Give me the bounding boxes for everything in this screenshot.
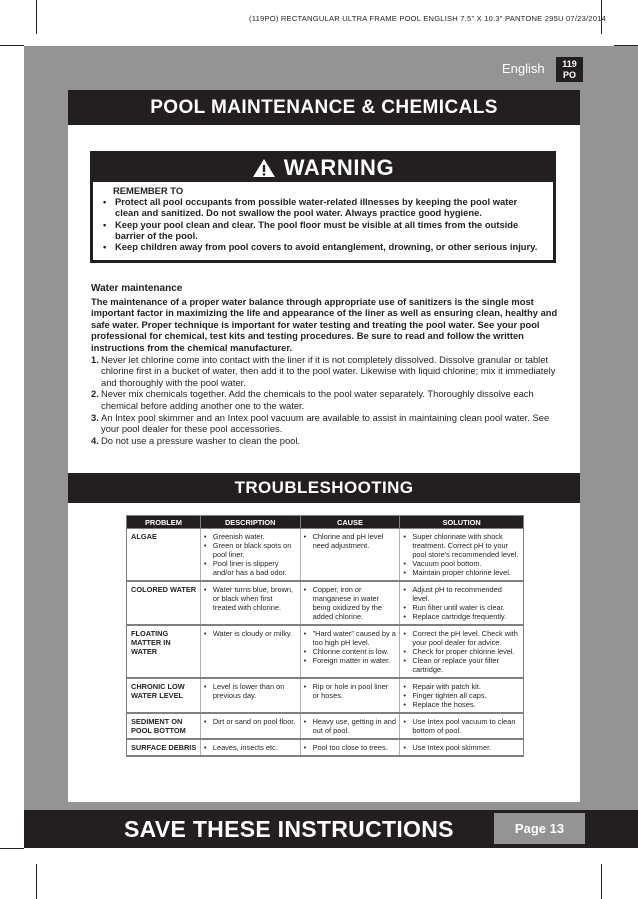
description-text: Leaves, insects etc. — [212, 743, 278, 752]
crop-mark — [0, 848, 24, 849]
solution-bullet: • Finger tighten all caps. — [403, 691, 487, 700]
solution-text: Replace cartridge frequently. — [412, 612, 507, 621]
cause-cell — [300, 529, 400, 582]
troubleshooting-table — [126, 515, 524, 757]
maintenance-item: 4. Do not use a pressure washer to clean the pool. — [91, 434, 301, 446]
cause-bullet: • Pool too close to trees. — [303, 743, 388, 752]
cause-bullet: • Rip or hole in pool liner or hoses. — [304, 682, 397, 700]
maintenance-item: 3. An Intex pool skimmer and an Intex pool vacuum are available to assist in maintaining clean pool water. See your pool dealer for these pool accessories. — [91, 412, 559, 435]
maintenance-item-text: Do not use a pressure washer to clean the pool. — [101, 434, 301, 446]
solution-text: Check for proper chlorine level. — [412, 647, 515, 656]
solution-text: Use Intex pool vacuum to clean bottom of pool. — [412, 717, 516, 735]
description-bullet: • Green or black spots on pool liner. — [204, 541, 297, 559]
table-row — [127, 739, 524, 756]
description-cell — [200, 678, 300, 713]
table-row — [127, 529, 524, 582]
solution-cell — [400, 529, 524, 582]
problem-cell: ALGAE — [127, 529, 201, 582]
warning-title: WARNING — [283, 155, 395, 180]
solution-text: Replace the hoses. — [412, 700, 476, 709]
cause-text: Copper, iron or manganese in water being oxidized by the added chlorine. — [312, 585, 383, 621]
crop-mark — [601, 864, 602, 899]
description-cell — [200, 713, 300, 739]
solution-bullet: • Use Intex pool vacuum to clean bottom of pool. — [403, 717, 520, 735]
cause-text: "Hard water" caused by a too high pH level. — [312, 629, 396, 647]
cause-cell — [300, 581, 400, 625]
cause-text: Heavy use, getting in and out of pool. — [312, 717, 396, 735]
water-maintenance-section — [91, 283, 559, 446]
table-header-row — [127, 516, 524, 529]
content-panel — [68, 90, 580, 802]
solution-text: Super chlorinate with shock treatment. Correct pH to your pool store's recommended level. — [412, 532, 519, 559]
description-cell — [200, 739, 300, 756]
description-bullet: • Pool liner is slippery and/or has a bad odor. — [204, 559, 297, 577]
crop-mark — [36, 864, 37, 899]
code-badge-line2: PO — [562, 70, 576, 80]
solution-text: Correct the pH level. Check with your pool dealer for advice. — [412, 629, 518, 647]
table-row — [127, 678, 524, 713]
description-bullet: • Level is lower than on previous day. — [204, 682, 297, 700]
cause-cell — [300, 625, 400, 678]
warning-bullet-text: Keep children away from pool covers to avoid entanglement, drowning, or other serious injury. — [115, 241, 538, 253]
cause-text: Pool too close to trees. — [312, 743, 388, 752]
cause-cell — [300, 678, 400, 713]
crop-mark — [0, 45, 24, 46]
warning-bullet: • Keep your pool clean and clear. The pool floor must be visible at all times from the outside barrier of the pool. — [103, 219, 543, 241]
solution-bullet: • Vacuum pool bottom. — [403, 559, 482, 568]
description-text: Water turns blue, brown, or black when first treated with chlorine. — [212, 585, 294, 612]
cause-bullet: • Heavy use, getting in and out of pool. — [303, 717, 396, 735]
description-cell — [200, 529, 300, 582]
column-header: DESCRIPTION — [200, 516, 300, 529]
table-row — [127, 625, 524, 678]
description-text: Greenish water. — [212, 532, 265, 541]
warning-header — [93, 154, 553, 182]
description-bullet: • Leaves, insects etc. — [203, 743, 278, 752]
section-title-maintenance: POOL MAINTENANCE & CHEMICALS — [68, 90, 580, 125]
description-text: Pool liner is slippery and/or has a bad odor. — [212, 559, 287, 577]
solution-cell — [400, 739, 524, 756]
solution-bullet: • Replace cartridge frequently. — [403, 612, 507, 621]
section-title-troubleshooting: TROUBLESHOOTING — [68, 473, 580, 503]
footer-bar — [24, 810, 638, 848]
problem-cell: FLOATING MATTER IN WATER — [127, 625, 201, 678]
table-row — [127, 713, 524, 739]
cause-text: Foreign matter in water. — [312, 656, 391, 665]
print-header: (119PO) RECTANGULAR ULTRA FRAME POOL ENGLISH 7.5" X 10.3" PANTONE 295U 07/23/2014 — [249, 14, 606, 23]
warning-bullet-text: Protect all pool occupants from possible water-related illnesses by keeping the pool water clean and sanitized. Do not swallow the pool water. Always practice good hygiene. — [115, 196, 518, 219]
description-cell — [200, 581, 300, 625]
warning-bullet-text: Keep your pool clean and clear. The pool floor must be visible at all times from the outside barrier of the pool. — [115, 218, 519, 241]
maintenance-item: 1. Never let chlorine come into contact with the liner if it is not completely dissolved. Dissolve granular or tablet chlorine first in a bucket of water, then add it to the pool water. Likewise with liquid chlorine; mix it immediately and thoroughly with the pool water. — [91, 354, 559, 389]
problem-cell: COLORED WATER — [127, 581, 201, 625]
solution-cell — [400, 625, 524, 678]
description-cell — [200, 625, 300, 678]
description-bullet: • Greenish water. — [203, 532, 265, 541]
water-maintenance-title: Water maintenance — [91, 283, 183, 294]
solution-bullet: • Run filter until water is clear. — [403, 603, 505, 612]
description-text: Green or black spots on pool liner. — [212, 541, 292, 559]
table-row — [127, 581, 524, 625]
maintenance-item-text: Never let chlorine come into contact with the liner if it is not completely dissolved. Dissolve granular or tablet chlorine first in a bucket of water, then add it to the pool water. Likewise with liquid chlorine; mix it immediately and thoroughly with the pool water. — [101, 353, 556, 388]
water-maintenance-intro: The maintenance of a proper water balance through appropriate use of sanitizers is the single most important factor in maximizing the life and appearance of the liner as well as ensuring clean, healthy and safe water. Proper technique is important for water testing and treating the pool water. See your pool professional for chemical, test kits and testing procedures. Be sure to read and follow the written instructions from the chemical manufacturer. — [91, 295, 558, 353]
column-header: SOLUTION — [400, 516, 524, 529]
warning-body — [93, 182, 553, 252]
cause-cell — [300, 739, 400, 756]
solution-cell — [400, 713, 524, 739]
problem-cell: SEDIMENT ON POOL BOTTOM — [127, 713, 201, 739]
warning-bullet: • Keep children away from pool covers to avoid entanglement, drowning, or other serious injury. — [103, 241, 538, 253]
warning-triangle-icon — [252, 158, 276, 178]
description-bullet: • Water turns blue, brown, or black when first treated with chlorine. — [204, 585, 297, 612]
solution-text: Finger tighten all caps. — [412, 691, 487, 700]
solution-text: Run filter until water is clear. — [412, 603, 505, 612]
maintenance-item: 2. Never mix chemicals together. Add the chemicals to the pool water separately. Thoroughly dissolve each chemical before adding another one to the water. — [91, 388, 559, 411]
problem-cell: CHRONIC LOW WATER LEVEL — [127, 678, 201, 713]
solution-cell — [400, 678, 524, 713]
solution-text: Maintain proper chlorine level. — [412, 568, 511, 577]
save-instructions-banner: SAVE THESE INSTRUCTIONS — [124, 816, 454, 842]
cause-bullet: • Chlorine and pH level need adjustment. — [304, 532, 397, 550]
cause-cell — [300, 713, 400, 739]
solution-bullet: • Use Intex pool skimmer. — [403, 743, 492, 752]
warning-box — [90, 151, 556, 263]
warning-remember: REMEMBER TO — [113, 185, 184, 196]
solution-bullet: • Repair with patch kit. — [403, 682, 481, 691]
column-header: PROBLEM — [127, 516, 201, 529]
cause-text: Rip or hole in pool liner or hoses. — [312, 682, 389, 700]
solution-text: Repair with patch kit. — [412, 682, 481, 691]
description-text: Water is cloudy or milky. — [212, 629, 293, 638]
solution-bullet: • Super chlorinate with shock treatment. Correct pH to your pool store's recommended level. — [403, 532, 519, 559]
cause-text: Chlorine and pH level need adjustment. — [312, 532, 384, 550]
solution-text: Use Intex pool skimmer. — [412, 743, 492, 752]
cause-bullet: • Copper, iron or manganese in water being oxidized by the added chlorine. — [304, 585, 397, 621]
solution-text: Vacuum pool bottom. — [412, 559, 482, 568]
description-text: Dirt or sand on pool floor. — [212, 717, 296, 726]
cause-bullet: • Chlorine content is low. — [303, 647, 389, 656]
column-header: CAUSE — [300, 516, 400, 529]
solution-bullet: • Replace the hoses. — [403, 700, 476, 709]
maintenance-item-text: An Intex pool skimmer and an Intex pool vacuum are available to assist in maintaining clean pool water. See your pool dealer for these pool accessories. — [101, 411, 550, 435]
maintenance-item-text: Never mix chemicals together. Add the chemicals to the pool water separately. Thoroughly dissolve each chemical before adding another one to the water. — [101, 388, 534, 411]
solution-text: Adjust pH to recommended level. — [412, 585, 502, 603]
solution-bullet: • Correct the pH level. Check with your pool dealer for advice. — [403, 629, 520, 647]
code-badge-line1: 119 — [562, 59, 577, 69]
cause-bullet: • Foreign matter in water. — [303, 656, 391, 665]
solution-text: Clean or replace your filter cartridge. — [412, 656, 499, 674]
language-label: English — [502, 61, 545, 76]
solution-bullet: • Check for proper chlorine level. — [403, 647, 515, 656]
cause-text: Chlorine content is low. — [312, 647, 389, 656]
page-number: Page 13 — [494, 813, 585, 844]
description-bullet: • Water is cloudy or milky. — [203, 629, 293, 638]
code-badge — [556, 57, 583, 82]
solution-bullet: • Clean or replace your filter cartridge. — [403, 656, 520, 674]
cause-bullet: • "Hard water" caused by a too high pH level. — [303, 629, 396, 647]
problem-cell: SURFACE DEBRIS — [127, 739, 201, 756]
warning-bullet: • Protect all pool occupants from possible water-related illnesses by keeping the pool water clean and sanitized. Do not swallow the pool water. Always practice good hygiene. — [103, 196, 543, 218]
solution-cell — [400, 581, 524, 625]
solution-bullet: • Adjust pH to recommended level. — [403, 585, 520, 603]
description-bullet: • Dirt or sand on pool floor. — [203, 717, 296, 726]
description-text: Level is lower than on previous day. — [212, 682, 285, 700]
solution-bullet: • Maintain proper chlorine level. — [403, 568, 511, 577]
